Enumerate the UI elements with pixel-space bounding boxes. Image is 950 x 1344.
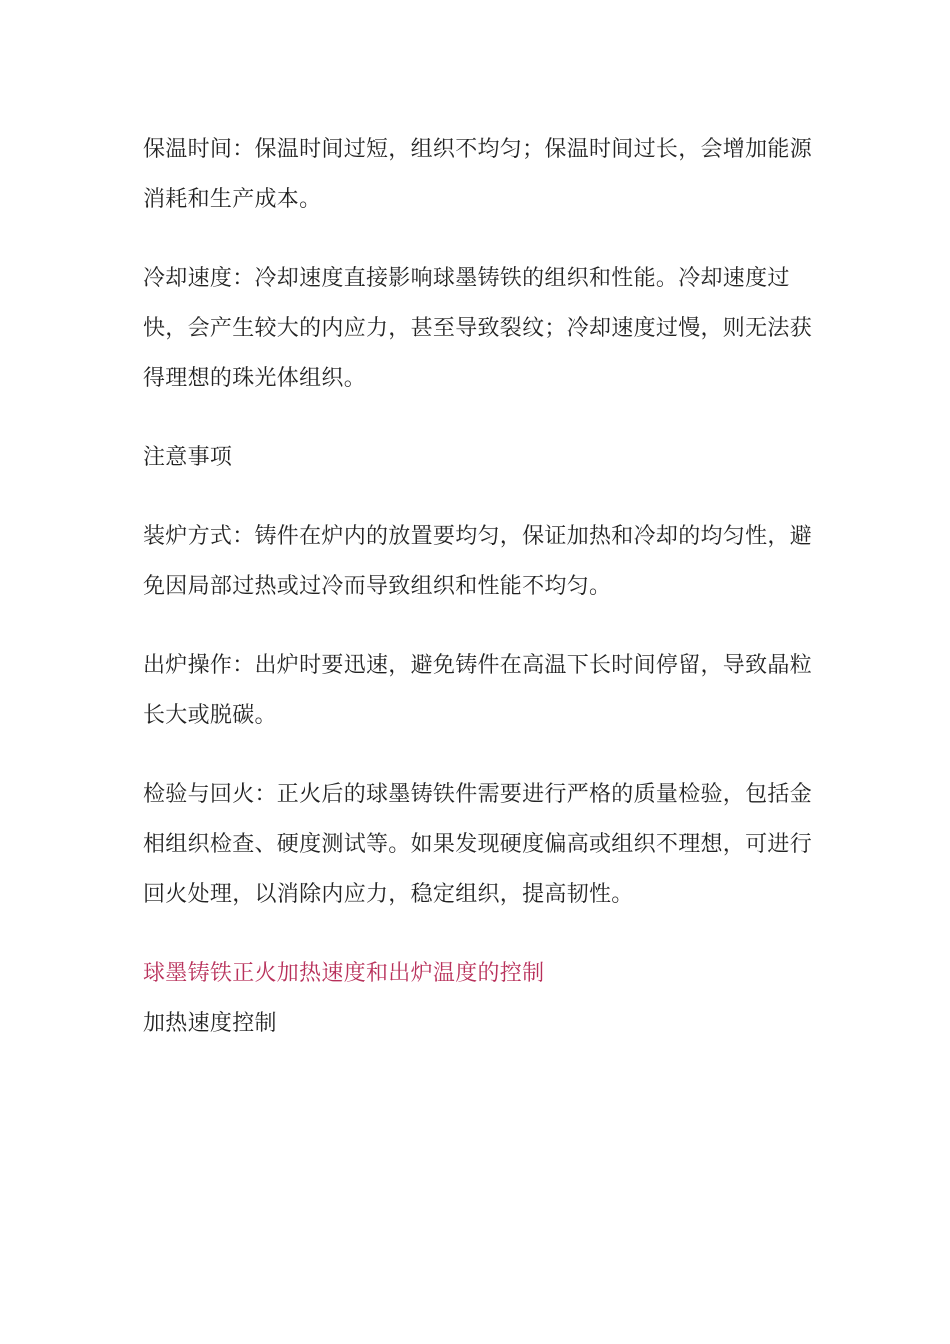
document-body — [143, 125, 823, 1049]
notes-heading: 注意事项 — [143, 445, 233, 470]
paragraph-inspection-tempering: 检验与回火：正火后的球墨铸铁件需要进行严格的质量检验，包括金相组织检查、硬度测试等。如果发现硬度偏高或组织不理想，可进行回火处理，以消除内应力，稳定组织，提高韧性。 — [143, 782, 813, 907]
paragraph-holding-time: 保温时间：保温时间过短，组织不均匀；保温时间过长，会增加能源消耗和生产成本。 — [143, 137, 813, 212]
section-title: 球墨铸铁正火加热速度和出炉温度的控制 — [143, 961, 545, 986]
paragraph-cooling-rate: 冷却速度：冷却速度直接影响球墨铸铁的组织和性能。冷却速度过快，会产生较大的内应力，甚至导致裂纹；冷却速度过慢，则无法获得理想的珠光体组织。 — [143, 266, 813, 391]
paragraph-charging-method: 装炉方式：铸件在炉内的放置要均匀，保证加热和冷却的均匀性，避免因局部过热或过冷而导致组织和性能不均匀。 — [143, 524, 813, 599]
paragraph-tapping-operation: 出炉操作：出炉时要迅速，避免铸件在高温下长时间停留，导致晶粒长大或脱碳。 — [143, 653, 813, 728]
subsection-title: 加热速度控制 — [143, 1011, 277, 1036]
